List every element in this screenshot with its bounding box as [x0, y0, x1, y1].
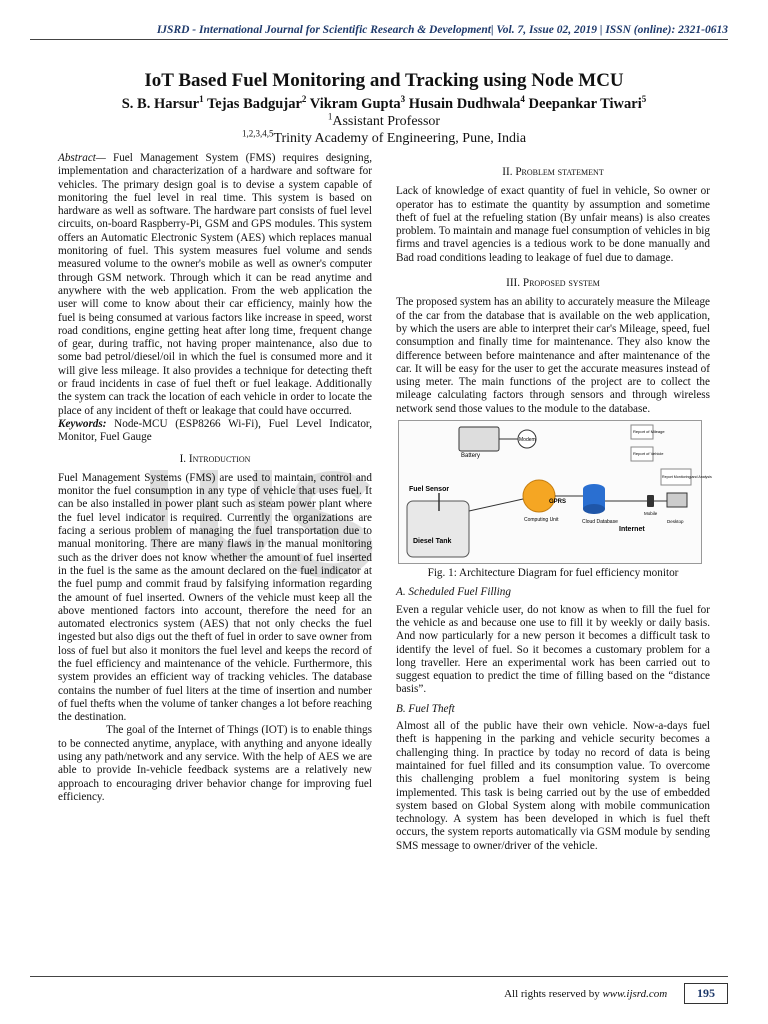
battery-label: Battery — [461, 453, 481, 460]
battery-icon — [459, 427, 499, 451]
mobile-icon — [647, 495, 654, 507]
diesel-tank-icon — [407, 501, 469, 557]
footer-site-link[interactable]: www.ijsrd.com — [602, 988, 668, 1000]
report-vehicle-label: Report of Vehicle — [633, 451, 664, 457]
internet-label: Internet — [619, 526, 645, 534]
page-footer — [30, 976, 728, 1004]
figure-caption: Fig. 1: Architecture Diagram for fuel efficiency monitor — [427, 567, 679, 580]
architecture-diagram-svg — [399, 421, 712, 563]
right-column — [396, 152, 710, 853]
report-monitoring-label: Report Monitoring and Analysis — [662, 475, 712, 480]
author-name: Tejas Badgujar — [206, 96, 302, 112]
subsection-heading-theft: B. Fuel Theft — [396, 702, 455, 715]
scheduled-paragraph: Even a regular vehicle user, do not know as when to fill the fuel for the vehicle as and because one use to fill it by weekly or daily basis. And now particularly for a new person it becomes a difficult task to identify the level of fuel. So it becomes a customary problem for a long traveller. Here an experimental work has been carried out to suggest equation to predict the time of filling based on the “distance basis”. — [396, 603, 710, 696]
paper-title: IoT Based Fuel Monitoring and Tracking using Node MCU — [144, 70, 624, 91]
author-role — [0, 111, 768, 130]
abstract — [58, 152, 372, 418]
author-list — [0, 96, 768, 113]
cloud-database-label: Cloud Database — [582, 519, 618, 526]
desktop-icon — [667, 493, 687, 507]
gprs-label: GPRS — [549, 499, 567, 506]
keywords-label: Keywords: — [58, 417, 107, 430]
author-sup: 3 — [400, 94, 406, 105]
footer-rights: All rights reserved by — [504, 988, 600, 1000]
intro-paragraph: Fuel Management Systems (FMS) are used to maintain, control and monitor the fuel consumption in any type of vehicle that uses fuel. It can be also installed in power plant such as steam power plant where the fuel level indicator is required. Currently the organizations are facing a serious problem of managing the fuel transportation due to manual monitoring. There are many flaws in the manual monitoring such as the driver does not know whether the amount of fuel inserted in the fuel is the same as the amount declared on the fuel indicator at the fuel pump and commit fraud by falsifying information regarding the amount of fuel inserted. Owners of the vehicle must keep all the above mentioned factors into account, therefore the need for an automated electronics system (AES) that not only checks the fuel ingested but also digs out the theft of fuel in order to save owner from loss of fuel but also it monitors the fuel level and keeps the record of the fuel efficiency and maintenance of the vehicle. Furthermore, this system provides an efficient way of tracking vehicles. The database contains the number of fuel liters at the time of insertion and number of fuel thefts when the volume of tanker changes a lot before reaching the destination. — [58, 471, 372, 724]
institution-sup: 1,2,3,4,5 — [241, 128, 274, 139]
architecture-diagram — [398, 420, 712, 564]
intro-paragraph: The goal of the Internet of Things (IOT) is to enable things to be connected anytime, anyplace, with anything and anyone ideally using any path/network and any service. With the help of AES we are able to provide In-vehicle feedback systems are a relatively new approach to encouraging driver behavior change for improving fuel efficiency. — [58, 724, 372, 803]
role-text: Assistant Professor — [332, 114, 441, 129]
left-column — [58, 152, 372, 804]
subsection-heading-scheduled: A. Scheduled Fuel Filling — [396, 586, 511, 599]
section-heading-introduction: I. Introduction — [179, 452, 251, 465]
keywords — [58, 418, 372, 445]
abstract-label: Abstract— — [58, 152, 106, 164]
desktop-label: Desktop — [667, 519, 684, 525]
author-sup: 2 — [301, 94, 307, 105]
modem-label: Modem — [519, 437, 536, 444]
page-number: 195 — [684, 983, 728, 1004]
mobile-label: Mobile — [644, 511, 658, 517]
author-sup: 5 — [641, 94, 647, 105]
keywords-text: Node-MCU (ESP8266 Wi-Fi), Fuel Level Indicator, Monitor, Fuel Gauge — [58, 417, 372, 444]
role-sup: 1 — [327, 111, 333, 122]
abstract-text: Fuel Management System (FMS) requires designing, implementation and characterization of a hardware and software for vehicles. The primary design goal is to devise a system capable of monitoring the fuel level in real time. This system is based on hardware as well as software. The hardware part consists of fuel level circuits, on-board Raspberry-Pi, GSM and GPS modules. This system offers an Automatic Electronic System (AES) which replaces manual monitoring of fuel. This system measures fuel volume and sends measured volume to the owner's mobile as well as owner's computer through GSM network. Through which it can be read anytime and anywhere with the web application. From the web application the user will come to know about their car efficiency, mainly how the fuel is being consumed at various factors like increase in speed, worst road conditions, engine getting heat after long time, frequent change of gear, during traffic, not having proper maintenance, also due to some bad petrol/diesel/oil in which the fuel is consumed more and it will give less mileage. It also provides a technique for detecting theft or fraud incidents in case of fuel theft or fuel leakage. Additionally the system can track the location of each vehicle in order to locate the place of any incident of theft or leakage that could have occurred. — [58, 152, 372, 417]
fuel-sensor-label: Fuel Sensor — [409, 486, 450, 494]
proposed-paragraph: The proposed system has an ability to accurately measure the Mileage of the car from the database that is available on the web application, by which the users are able to interpret their car's Mileage, speed, fuel consumption and finally time for maintenance. They also know the difference between before maintenance and after maintenance of the car. It will be easy for the user to get the accurate measures instead of using meter. The main functions of the project are to collect the mileage calculating factors through sensors and through wireless network send those values to the module to the database. — [396, 296, 710, 415]
computing-unit-label: Computing Unit — [524, 517, 559, 524]
diesel-tank-label: Diesel Tank — [413, 538, 452, 546]
cloud-database-base — [583, 504, 605, 514]
author-name: Vikram Gupta — [309, 96, 401, 112]
theft-paragraph: Almost all of the public have their own vehicle. Now-a-days fuel theft is happening in the parking and vehicle security becomes a challenging thing. In practice by today no record of data is being maintained for fuel filled and its consumption value. To overcome this challenging problem a fuel monitoring system is being implemented. This task is being carried out by the use of embedded system based on Global System along with mobile communication technology. A system has been developed in which is fuel theft occurs, the system reports automatically via GSM module by sending SMS message to owner/driver of the vehicle. — [396, 720, 710, 852]
author-sup: 4 — [520, 94, 525, 105]
sensor-compute-line — [469, 499, 523, 511]
section-heading-proposed: III. Proposed system — [506, 277, 600, 290]
author-institution — [0, 128, 768, 147]
institution-text: Trinity Academy of Engineering, Pune, India — [273, 131, 527, 146]
journal-header: IJSRD - International Journal for Scientific Research & Development| Vol. 7, Issue 02, 2019 | ISSN (online): 2321-0613 — [30, 24, 728, 40]
author-name: Deepankar Tiwari — [528, 96, 642, 112]
problem-paragraph: Lack of knowledge of exact quantity of fuel in vehicle, So owner or operator has to estimate the quantity by assumption and sometime theft of fuel at the refueling station (By unfair means) is also creates problem. To maintain and manage fuel consumption of vehicles in big firms and travel agencies is a tedious work to be done manually and Bad road conditions leading to leakage of fuel due to damage. — [396, 185, 710, 264]
report-mileage-label: Report of Mileage — [633, 429, 665, 435]
author-name: S. B. Harsur — [121, 96, 200, 112]
computing-unit-icon — [523, 480, 555, 512]
author-sup: 1 — [199, 94, 204, 105]
author-name: Husain Dudhwala — [408, 96, 521, 112]
section-heading-problem: II. Problem statement — [502, 166, 604, 178]
